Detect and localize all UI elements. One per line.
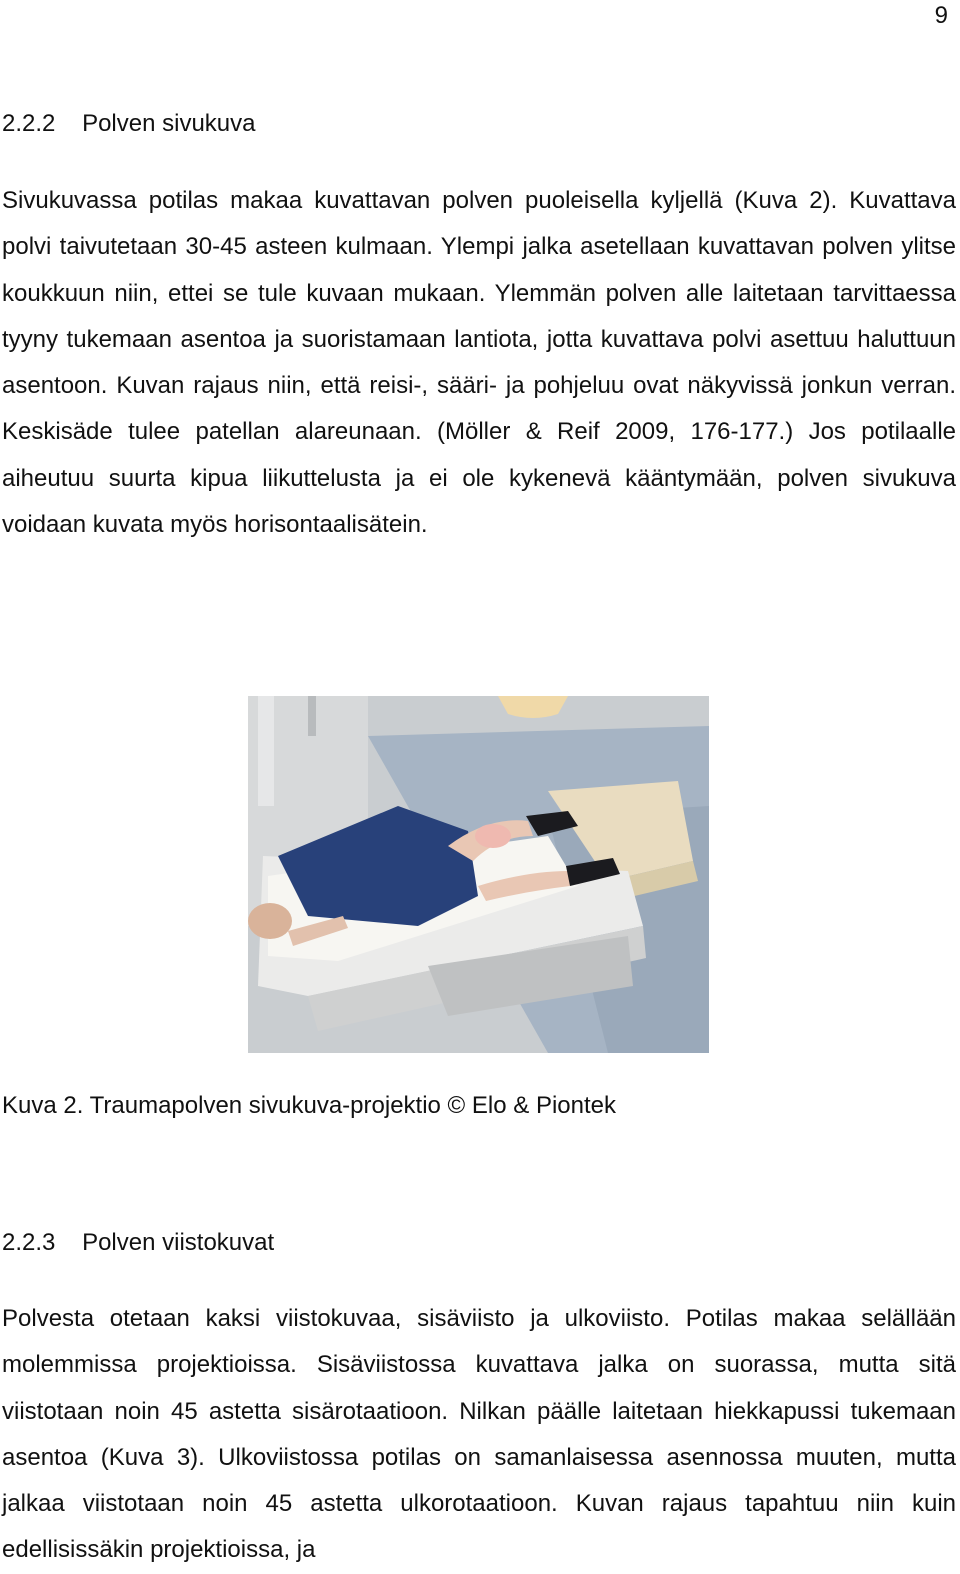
body-paragraph-2: Polvesta otetaan kaksi viistokuvaa, sisäviisto ja ulkoviisto. Potilas makaa selällään molemmissa projektioissa. Sisäviistossa kuvattava jalka on suorassa, mutta sitä viistotaan noin 45 astetta sisärotaatioon. Nilkan päälle laitetaan hiekkapussi tukemaan asentoa (Kuva 3). Ulkoviistossa potilas on samanlaisessa asennossa muuten, mutta jalkaa viistotaan noin 45 astetta ulkorotaatioon. Kuvan rajaus tapahtuu niin kuin edellisissäkin projektioissa, ja (2, 1305, 956, 1564)
figure-photo (248, 696, 709, 1053)
section-heading-2-2-3 (2, 1229, 274, 1257)
section-heading-2-2-2 (2, 110, 256, 138)
page-number: 9 (934, 2, 948, 29)
section-title: Polven sivukuva (82, 110, 256, 137)
section-number: 2.2.2 (2, 110, 56, 137)
patient-lateral-knee-photo (248, 696, 709, 1053)
section-title: Polven viistokuvat (82, 1229, 275, 1256)
figure-caption: Kuva 2. Traumapolven sivukuva-projektio © Elo & Piontek (2, 1092, 616, 1119)
section-number: 2.2.3 (2, 1229, 56, 1256)
body-paragraph-1: Sivukuvassa potilas makaa kuvattavan polven puoleisella kyljellä (Kuva 2). Kuvattava polvi taivutetaan 30-45 asteen kulmaan. Ylempi jalka asetellaan kuvattavan polven ylitse koukkuun niin, ettei se tule kuvaan mukaan. Ylemmän polven alle laitetaan tarvittaessa tyyny tukemaan asentoa ja suoristamaan lantiota, jotta kuvattava polvi asettuu haluttuun asentoon. Kuvan rajaus niin, että reisi-, sääri- ja pohjeluu ovat näkyvissä jonkun verran. Keskisäde tulee patellan alareunaan. (Möller & Reif 2009, 176-177.) Jos potilaalle aiheutuu suurta kipua liikuttelusta ja ei ole kykenevä kääntymään, polven sivukuva voidaan kuvata myös horisontaalisätein. (2, 187, 956, 539)
